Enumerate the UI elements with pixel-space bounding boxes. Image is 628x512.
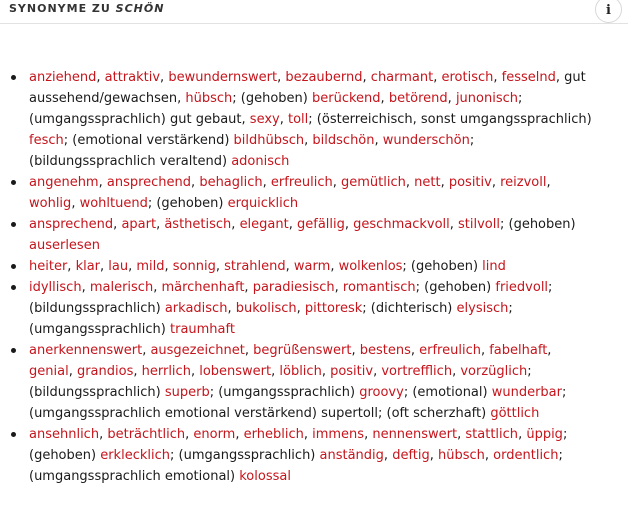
synonym-link[interactable]: anziehend [29, 70, 97, 85]
synonym-link[interactable]: ansprechend [106, 175, 192, 190]
synonym-link[interactable]: lind [482, 259, 506, 274]
synonym-separator-text: , [191, 175, 200, 190]
synonym-separator-text: ; (emotional) [403, 385, 492, 400]
synonym-link[interactable]: immens [312, 427, 365, 442]
synonym-separator-text: , [271, 364, 280, 379]
synonym-separator-text: , [405, 175, 415, 190]
synonym-link[interactable]: beträchtlich [107, 427, 186, 442]
synonym-separator-text: , [262, 175, 271, 190]
synonym-link[interactable]: auserlesen [29, 238, 100, 253]
synonym-separator-text: , [231, 217, 240, 232]
synonym-separator-text: ; (umgangssprachlich) [170, 448, 320, 463]
synonym-link[interactable]: bildschön [312, 133, 375, 148]
synonym-separator-text: ; (umgangssprachlich emotional verstärkend) supertoll; (oft scherzhaft) [29, 385, 567, 421]
synonym-link[interactable]: erquicklich [227, 196, 299, 211]
synonym-separator-text: , [410, 343, 420, 358]
synonym-separator-text: , [99, 427, 108, 442]
synonym-link[interactable]: vorzüglich [460, 364, 528, 379]
synonym-link[interactable]: mild [136, 259, 165, 274]
synonym-link[interactable]: nennenswert [372, 427, 458, 442]
synonym-link[interactable]: ausgezeichnet [150, 343, 245, 358]
synonym-separator-text: , [334, 280, 343, 295]
synonym-list [0, 67, 599, 487]
synonym-link[interactable]: positiv [330, 364, 374, 379]
section-title-prefix: SYNONYME ZU [9, 2, 116, 15]
synonym-separator-text: , [344, 217, 354, 232]
synonym-link[interactable]: erotisch [441, 70, 494, 85]
synonym-link[interactable]: ansehnlich [29, 427, 100, 442]
section-title [9, 2, 164, 15]
synonym-link[interactable]: heiter [29, 259, 68, 274]
synonym-separator-text: ; (gehoben) [499, 217, 576, 232]
synonym-separator-text: , gut aussehend/gewachsen, [29, 70, 586, 106]
synonym-separator-text: , [128, 259, 137, 274]
synonym-separator-text: , [383, 448, 393, 463]
synonym-separator-text: ; (umgangssprachlich emotional) [29, 448, 563, 484]
synonym-separator-text: , [429, 448, 439, 463]
synonym-link[interactable]: enorm [193, 427, 236, 442]
synonym-link[interactable]: erfreulich [419, 343, 481, 358]
synonym-separator-text: , [190, 364, 200, 379]
section-title-word: SCHÖN [115, 2, 165, 15]
synonym-link[interactable]: friedvoll [495, 280, 549, 295]
synonym-separator-text: , [304, 133, 313, 148]
synonym-link[interactable]: elegant [239, 217, 289, 232]
synonym-link[interactable]: behaglich [199, 175, 263, 190]
synonym-separator-text: , [452, 364, 461, 379]
synonym-group [29, 256, 599, 277]
synonym-link[interactable]: wohlig [29, 196, 72, 211]
synonym-separator-text: , [296, 301, 305, 316]
synonym-link[interactable]: ansprechend [29, 217, 114, 232]
synonym-link[interactable]: arkadisch [164, 301, 228, 316]
synonym-separator-text: ; (umgangssprachlich) [29, 301, 513, 337]
synonym-separator-text: , [449, 217, 459, 232]
synonym-link[interactable]: adonisch [231, 154, 290, 169]
synonym-separator-text: , [440, 175, 449, 190]
synonym-separator-text: , [67, 259, 76, 274]
synonym-separator-text: , [68, 364, 77, 379]
synonym-separator-text: ; (gehoben) [415, 280, 496, 295]
synonym-link[interactable]: göttlich [490, 406, 540, 421]
synonym-link[interactable]: pittoresk [304, 301, 363, 316]
synonym-separator-text: ; (österreichisch, sonst umgangssprachlich) [308, 112, 592, 127]
synonym-link[interactable]: bildhübsch [233, 133, 305, 148]
synonym-link[interactable]: grandios [76, 364, 134, 379]
synonym-separator-text: , [351, 343, 360, 358]
synonym-separator-text: , [288, 217, 297, 232]
synonym-separator-text: ; (bildungssprachlich) [29, 280, 553, 316]
synonym-separator-text: , [303, 427, 313, 442]
synonym-separator-text: , [518, 427, 527, 442]
synonym-link[interactable]: positiv [448, 175, 492, 190]
synonym-link[interactable]: fabelhaft [489, 343, 548, 358]
synonym-separator-text: , [279, 112, 288, 127]
synonym-link[interactable]: wohltuend [79, 196, 148, 211]
synonym-link[interactable]: geschmackvoll [353, 217, 450, 232]
synonym-separator-text: , [374, 133, 383, 148]
synonym-link[interactable]: ästhetisch [164, 217, 232, 232]
synonym-separator-text: , [113, 217, 122, 232]
synonym-separator-text: , [433, 70, 442, 85]
synonym-separator-text: , [493, 70, 502, 85]
synonym-link[interactable]: charmant [370, 70, 434, 85]
synonym-separator-text: ; (dichterisch) [362, 301, 457, 316]
synonym-link[interactable]: gefällig [297, 217, 345, 232]
synonym-separator-text: , [277, 70, 286, 85]
synonym-separator-text: , [330, 259, 339, 274]
synonym-separator-text: , [457, 427, 466, 442]
synonym-link[interactable]: lobenswert [199, 364, 272, 379]
synonym-separator-text: ; (umgangssprachlich) [209, 385, 360, 400]
synonym-link[interactable]: fesch [29, 133, 64, 148]
synonym-separator-text: ; (gehoben) [147, 196, 228, 211]
synonym-link[interactable]: anständig [319, 448, 384, 463]
synonym-link[interactable]: begrüßenswert [253, 343, 352, 358]
synonym-separator-text: , [164, 259, 173, 274]
synonym-link[interactable]: traumhaft [170, 322, 235, 337]
synonym-link[interactable]: paradiesisch [252, 280, 335, 295]
synonym-separator-text: , [244, 280, 253, 295]
synonym-link[interactable]: erfreulich [270, 175, 333, 190]
synonym-separator-text: , [491, 175, 501, 190]
synonym-separator-text: ; (bildungssprachlich veraltend) [29, 133, 475, 169]
synonym-link[interactable]: fesselnd [501, 70, 556, 85]
synonym-separator-text: , [484, 448, 494, 463]
synonym-link[interactable]: romantisch [342, 280, 416, 295]
synonym-link[interactable]: malerisch [89, 280, 154, 295]
synonym-link[interactable]: anerkennenswert [29, 343, 143, 358]
synonym-link[interactable]: üppig [526, 427, 563, 442]
synonym-link[interactable]: attraktiv [104, 70, 161, 85]
synonym-link[interactable]: bezaubernd [285, 70, 363, 85]
synonym-link[interactable]: junonisch [455, 91, 518, 106]
synonym-separator-text: , [364, 427, 373, 442]
synonym-link[interactable]: ordentlich [493, 448, 559, 463]
info-icon-button[interactable]: i [595, 0, 622, 23]
synonym-link[interactable]: wolkenlos [338, 259, 403, 274]
synonym-separator-text: , [373, 364, 382, 379]
synonym-group [29, 340, 599, 424]
synonym-link[interactable]: groovy [359, 385, 404, 400]
synonym-separator-text: , [362, 70, 371, 85]
synonym-separator-text: , [98, 175, 107, 190]
synonym-link[interactable]: hübsch [185, 91, 233, 106]
synonym-link[interactable]: elysisch [456, 301, 509, 316]
synonym-link[interactable]: herrlich [141, 364, 191, 379]
synonym-separator-text: , [380, 91, 389, 106]
synonym-link[interactable]: vortrefflich [381, 364, 453, 379]
synonym-link[interactable]: apart [121, 217, 157, 232]
synonym-separator-text: , [142, 343, 151, 358]
synonym-separator-text: , [156, 217, 165, 232]
synonym-link[interactable]: strahlend [224, 259, 286, 274]
synonym-link[interactable]: stattlich [465, 427, 519, 442]
synonym-link[interactable]: bukolisch [235, 301, 297, 316]
synonym-separator-text: ; (bildungssprachlich) [29, 364, 532, 400]
synonym-link[interactable]: wunderschön [382, 133, 470, 148]
synonym-link[interactable]: bestens [359, 343, 411, 358]
synonym-separator-text: , [153, 280, 162, 295]
synonym-separator-text: , [244, 343, 254, 358]
synonyms-header [0, 0, 628, 24]
synonym-link[interactable]: reizvoll [500, 175, 547, 190]
synonym-link[interactable]: idyllisch [29, 280, 82, 295]
synonym-separator-text: , [185, 427, 194, 442]
synonym-link[interactable]: deftig [392, 448, 430, 463]
synonym-separator-text: , [100, 259, 109, 274]
synonym-link[interactable]: löblich [279, 364, 322, 379]
synonym-separator-text: , [285, 259, 294, 274]
synonym-link[interactable]: betörend [388, 91, 448, 106]
synonym-link[interactable]: toll [288, 112, 309, 127]
synonym-separator-text: , [546, 175, 551, 190]
synonym-separator-text: , [321, 364, 331, 379]
synonym-separator-text: , [447, 91, 456, 106]
synonym-link[interactable]: lau [108, 259, 129, 274]
synonym-link[interactable]: genial [29, 364, 69, 379]
synonym-link[interactable]: märchenhaft [161, 280, 245, 295]
synonym-group [29, 172, 599, 214]
synonym-link[interactable]: wunderbar [491, 385, 562, 400]
synonym-group [29, 67, 599, 172]
synonym-separator-text: ; (gehoben) [29, 427, 568, 463]
synonym-link[interactable]: angenehm [29, 175, 99, 190]
synonym-link[interactable]: warm [293, 259, 331, 274]
synonym-separator-text: ; (gehoben) [232, 91, 312, 106]
synonym-separator-text: ; (gehoben) [402, 259, 483, 274]
synonym-separator-text: , [133, 364, 142, 379]
synonym-link[interactable]: sonnig [172, 259, 216, 274]
synonym-link[interactable]: stilvoll [458, 217, 500, 232]
synonym-separator-text: , [96, 70, 105, 85]
synonym-group [29, 424, 599, 487]
synonym-separator-text: , [227, 301, 236, 316]
synonym-link[interactable]: hübsch [438, 448, 485, 463]
synonym-separator-text: , [215, 259, 225, 274]
synonym-link[interactable]: sexy [249, 112, 280, 127]
synonym-link[interactable]: nett [414, 175, 441, 190]
synonym-separator-text: , [71, 196, 80, 211]
synonym-link[interactable]: bewundernswert [168, 70, 278, 85]
synonym-link[interactable]: erheblich [243, 427, 304, 442]
synonym-link[interactable]: erklecklich [100, 448, 170, 463]
synonym-separator-text: , [332, 175, 341, 190]
synonym-link[interactable]: kolossal [239, 469, 291, 484]
synonym-group [29, 277, 599, 340]
synonym-separator-text: , [235, 427, 244, 442]
synonym-separator-text: , [547, 343, 552, 358]
synonym-link[interactable]: berückend [312, 91, 381, 106]
synonym-link[interactable]: klar [75, 259, 101, 274]
synonym-group [29, 214, 599, 256]
synonym-link[interactable]: gemütlich [341, 175, 406, 190]
synonym-separator-text: ; (umgangssprachlich) gut gebaut, [29, 91, 523, 127]
synonym-link[interactable]: superb [164, 385, 210, 400]
synonym-separator-text: ; (emotional verstärkend) [63, 133, 234, 148]
synonym-separator-text: , [81, 280, 90, 295]
synonym-separator-text: , [160, 70, 169, 85]
synonym-separator-text: , [480, 343, 490, 358]
